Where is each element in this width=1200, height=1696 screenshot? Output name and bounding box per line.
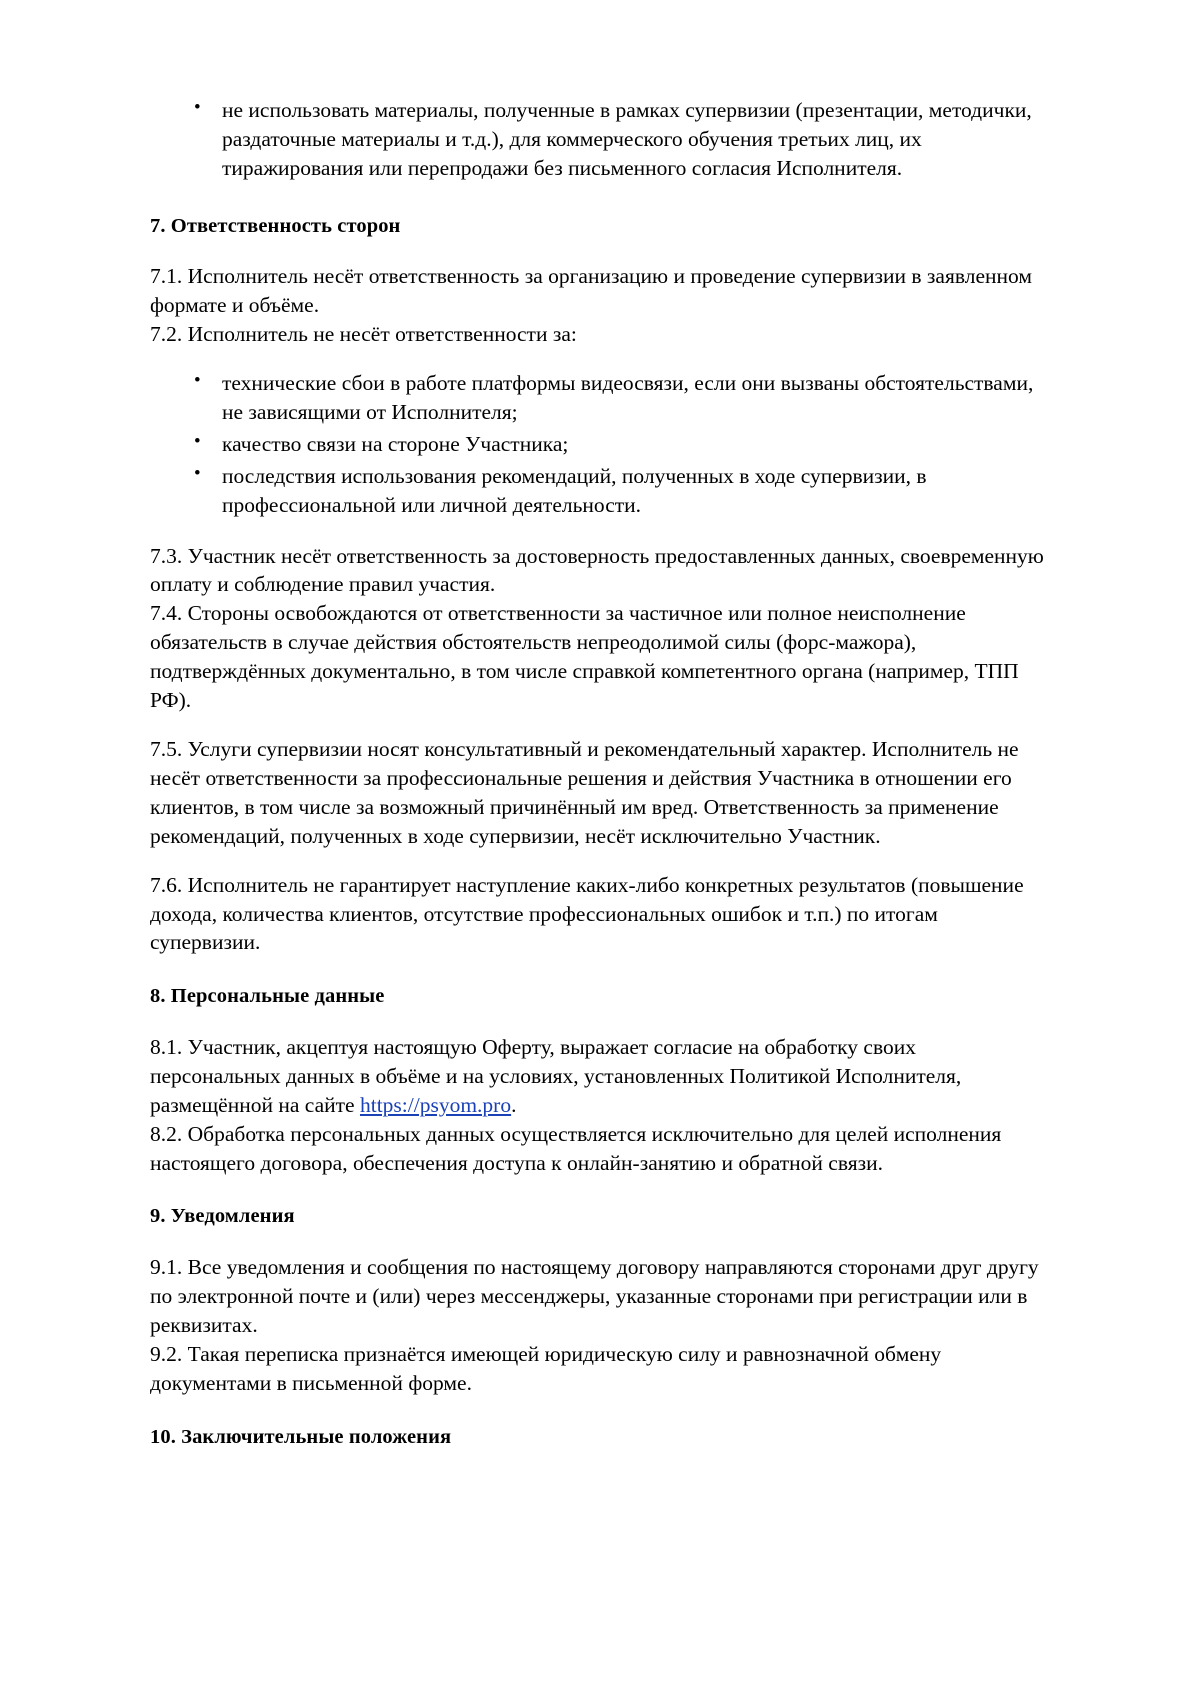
paragraph-9-1: 9.1. Все уведомления и сообщения по настоящему договору направляются сторонами друг другу по электронной почте и (или) через мессенджеры, указанные сторонами при регистрации или в реквизитах. — [150, 1254, 1039, 1337]
list-item: • качество связи на стороне Участника; — [222, 430, 1050, 459]
paragraph-8-1 — [150, 1033, 1050, 1120]
paragraph-7-5: 7.5. Услуги супервизии носят консультативный и рекомендательный характер. Исполнитель не несёт ответственности за профессиональные решения и действия Участника в отношении его клиентов, в том числе за возможный причинённый им вред. Ответственность за применение рекомендаций, полученных в ходе супервизии, несёт исключительно Участник. — [150, 736, 1019, 848]
paragraph-7-6: 7.6. Исполнитель не гарантирует наступление каких-либо конкретных результатов (повышение дохода, количества клиентов, отсутствие профессиональных ошибок и т.п.) по итогам супервизии. — [150, 872, 1024, 955]
policy-link[interactable]: https://psyom.pro — [359, 1092, 512, 1117]
list-item: • не использовать материалы, полученные в рамках супервизии (презентации, методички, раздаточные материалы и т.д.), для коммерческого обучения третьих лиц, их тиражирования или перепродажи без письменного согласия Исполнителя. — [222, 96, 1050, 183]
paragraph-9-2: 9.2. Такая переписка признаётся имеющей юридическую силу и равнозначной обмену документами в письменной форме. — [150, 1341, 942, 1395]
paragraph-8-2: 8.2. Обработка персональных данных осуществляется исключительно для целей исполнения настоящего договора, обеспечения доступа к онлайн-занятию и обратной связи. — [150, 1121, 1002, 1175]
paragraph-7-3: 7.3. Участник несёт ответственность за достоверность предоставленных данных, своевременную оплату и соблюдение правил участия. — [150, 543, 1044, 597]
list-item: • технические сбои в работе платформы видеосвязи, если они вызваны обстоятельствами, не зависящими от Исполнителя; — [222, 369, 1050, 427]
paragraph-7-2: 7.2. Исполнитель не несёт ответственности за: — [150, 322, 577, 347]
paragraph-7-4: 7.4. Стороны освобождаются от ответственности за частичное или полное неисполнение обязательств в случае действия обстоятельств непреодолимой силы (форс-мажора), подтверждённых документально, в том числе справкой компетентного органа (например, ТПП РФ). — [150, 601, 1019, 713]
paragraph-8-1-text-after-link: . — [511, 1092, 517, 1117]
paragraph-8-1-text-before-link: 8.1. Участник, акцептуя настоящую Оферту, выражает согласие на обработку своих персональных данных в объёме и на условиях, установленных Политикой Исполнителя, размещённой на сайте — [150, 1034, 962, 1117]
paragraph-7-1: 7.1. Исполнитель несёт ответственность за организацию и проведение супервизии в заявленном формате и объёме. — [150, 264, 1032, 318]
section-heading-10: 10. Заключительные положения — [150, 1425, 452, 1448]
top-bullet-list — [150, 96, 1050, 183]
list-item: • последствия использования рекомендаций, полученных в ходе супервизии, в профессиональной или личной деятельности. — [222, 462, 1050, 520]
section-7-bullet-list — [150, 369, 1050, 520]
section-heading-8: 8. Персональные данные — [150, 985, 385, 1008]
document-body — [150, 96, 1050, 1451]
section-heading-7: 7. Ответственность сторон — [150, 214, 401, 237]
section-heading-9: 9. Уведомления — [150, 1205, 295, 1228]
